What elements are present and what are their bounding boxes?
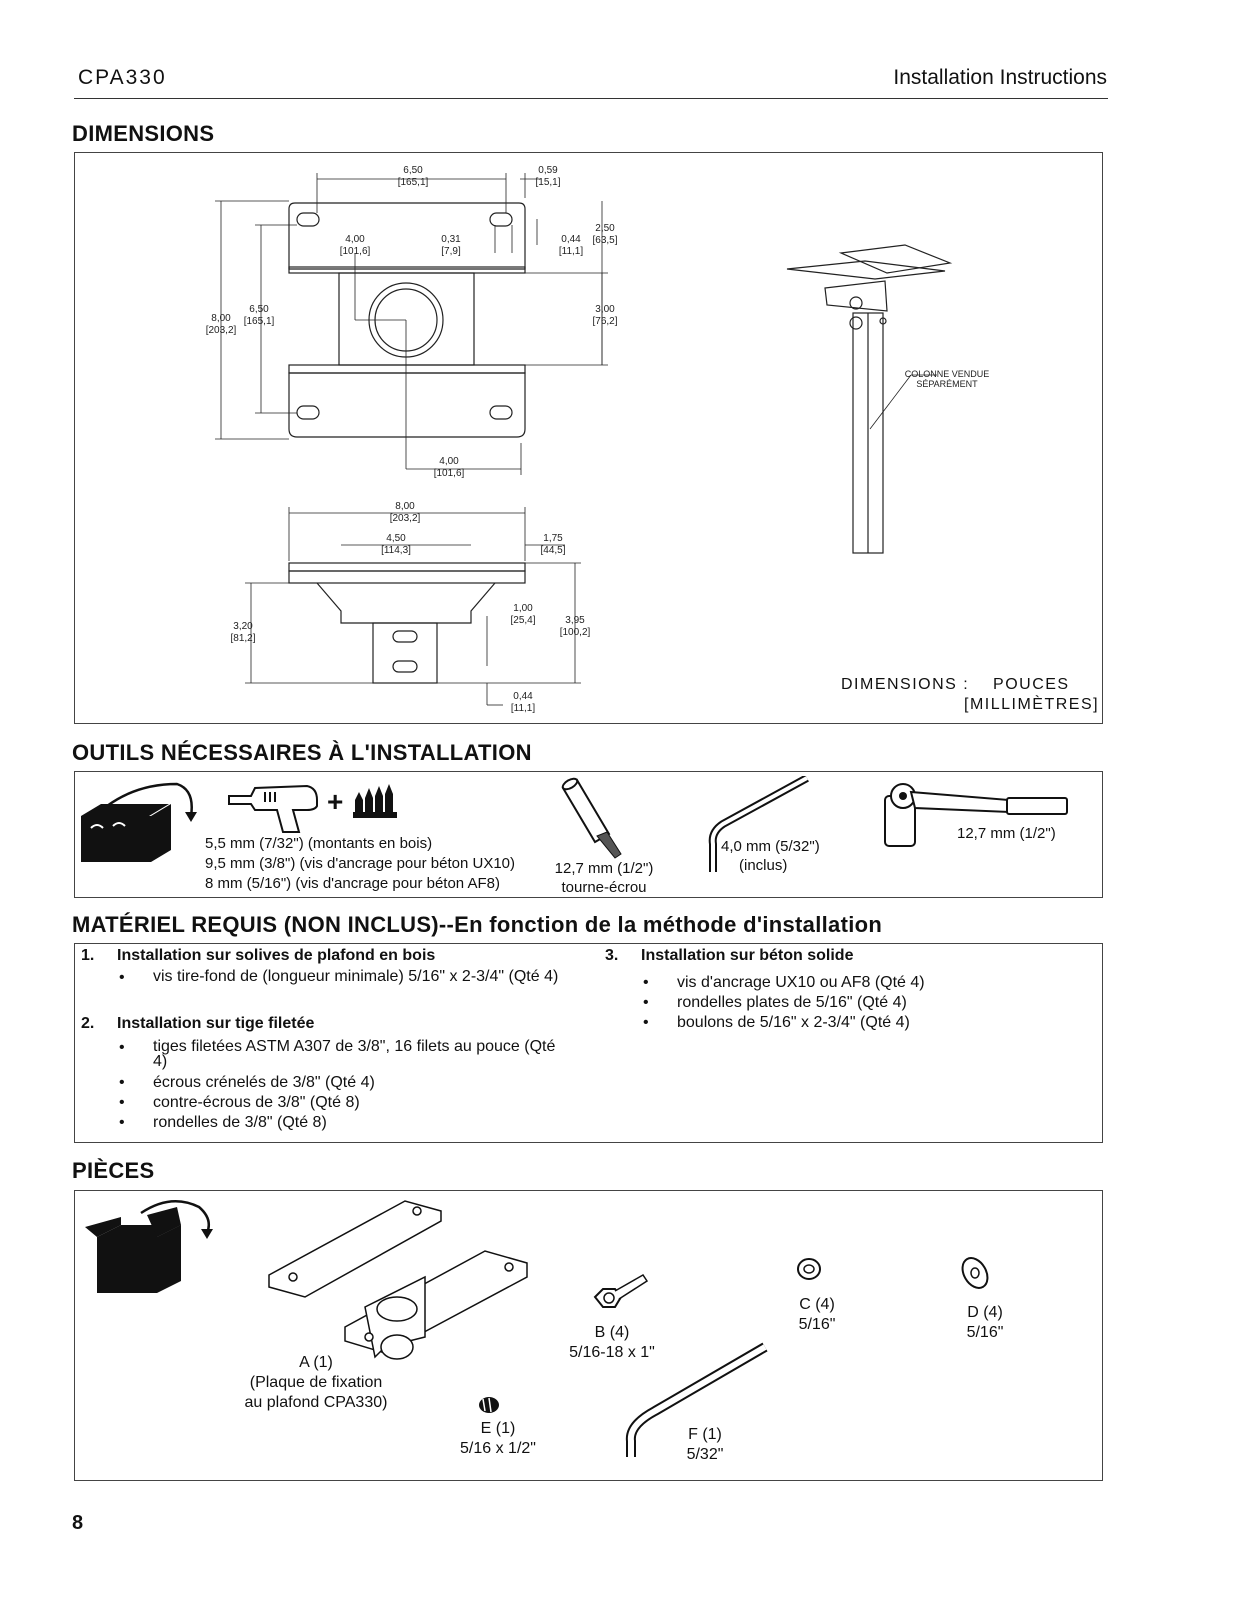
- dim-label: 6,50 [165,1]: [397, 165, 429, 188]
- hex-key-label: 4,0 mm (5/32") (inclus): [721, 838, 820, 874]
- nut-driver-icon: [559, 776, 639, 860]
- bullet: •: [119, 1094, 125, 1111]
- units-label-mm: [MILLIMÈTRES]: [964, 696, 1100, 713]
- ratchet-label: 12,7 mm (1/2"): [957, 825, 1056, 842]
- part-e-label: E (1) 5/16 x 1/2": [460, 1420, 536, 1457]
- parts-title: PIÈCES: [72, 1158, 155, 1183]
- part-a-label: A (1) (Plaque de fixation au plafond CPA330): [244, 1354, 388, 1411]
- drill-bit-label-3: 8 mm (5/16") (vis d'ancrage pour béton AF8): [205, 875, 500, 892]
- dim-label: 8,00 [203,2]: [205, 313, 237, 336]
- box-icon: [81, 1197, 217, 1297]
- dim-label: 2,50 [63,5]: [592, 223, 618, 246]
- dim-label: 6,50 [165,1]: [243, 304, 275, 327]
- flat-washer-icon: [955, 1253, 999, 1293]
- set-screw-icon: [475, 1393, 503, 1417]
- dimensions-title: DIMENSIONS: [72, 121, 215, 146]
- dim-label: 8,00 [203,2]: [389, 501, 421, 524]
- bullet: •: [119, 1114, 125, 1131]
- materials-box: [74, 943, 1103, 1143]
- list-item: vis d'ancrage UX10 ou AF8 (Qté 4): [677, 974, 925, 991]
- drill-bit-label-2: 9,5 mm (3/8") (vis d'ancrage pour béton UX10): [205, 855, 515, 872]
- ceiling-plate-icon: [265, 1197, 545, 1377]
- dim-label: 0,59 [15,1]: [535, 165, 561, 188]
- tools-title: OUTILS NÉCESSAIRES À L'INSTALLATION: [72, 740, 532, 765]
- bullet: •: [119, 1039, 125, 1056]
- group-title: Installation sur tige filetée: [117, 1015, 315, 1032]
- dim-label: 4,00 [101,6]: [339, 234, 371, 257]
- group-number: 1.: [81, 947, 95, 964]
- group-title: Installation sur solives de plafond en bois: [117, 947, 436, 964]
- group-number: 3.: [605, 947, 619, 964]
- part-d-label: D (4) 5/16": [966, 1304, 1004, 1341]
- lock-washer-icon: [795, 1255, 825, 1283]
- list-item: vis tire-fond de (longueur minimale) 5/16" x 2-3/4" (Qté 4): [153, 968, 559, 985]
- dim-label: 1,75 [44,5]: [540, 533, 566, 556]
- dim-label: 4,00 [101,6]: [433, 456, 465, 479]
- part-f-label: F (1) 5/32": [686, 1426, 724, 1463]
- group-number: 2.: [81, 1015, 95, 1032]
- list-item: contre-écrous de 3/8" (Qté 8): [153, 1094, 360, 1111]
- dim-label: 3,95 [100,2]: [559, 615, 591, 638]
- dim-label: 3,00 [76,2]: [592, 304, 618, 327]
- bullet: •: [643, 1014, 649, 1031]
- dim-label: 0,31 [7,9]: [441, 234, 461, 257]
- bullet: •: [643, 974, 649, 991]
- tools-box: [74, 771, 1103, 898]
- page-number: 8: [72, 1512, 84, 1534]
- dim-label: 3,20 [81,2]: [230, 621, 256, 644]
- list-item: tiges filetées ASTM A307 de 3/8", 16 filets au pouce (Qté 4): [153, 1038, 556, 1070]
- parts-box: [74, 1190, 1103, 1481]
- bullet: •: [119, 1074, 125, 1091]
- list-item: écrous crénelés de 3/8" (Qté 4): [153, 1074, 375, 1091]
- dim-label: 1,00 [25,4]: [510, 603, 536, 626]
- document-type: Installation Instructions: [893, 66, 1107, 89]
- drill-bit-label-1: 5,5 mm (7/32") (montants en bois): [205, 835, 433, 852]
- plus-sign: +: [327, 786, 344, 817]
- list-item: boulons de 5/16" x 2-3/4" (Qté 4): [677, 1014, 910, 1031]
- column-note: COLONNE VENDUE SÉPARÉMENT: [904, 369, 990, 389]
- bolt-icon: [587, 1267, 651, 1323]
- part-c-label: C (4) 5/16": [798, 1296, 836, 1333]
- dimensions-box: [74, 152, 1103, 724]
- materials-title: MATÉRIEL REQUIS (NON INCLUS)--En fonction de la méthode d'installation: [72, 912, 883, 937]
- list-item: rondelles de 3/8" (Qté 8): [153, 1114, 327, 1131]
- dim-label: 4,50 [114,3]: [381, 533, 411, 556]
- document-code: CPA330: [78, 66, 167, 89]
- bullet: •: [643, 994, 649, 1011]
- units-label: DIMENSIONS : POUCES: [841, 676, 1070, 693]
- list-item: rondelles plates de 5/16" (Qté 4): [677, 994, 907, 1011]
- group-title: Installation sur béton solide: [641, 947, 854, 964]
- header-rule: [74, 98, 1108, 99]
- nut-driver-label: 12,7 mm (1/2") tourne-écrou: [554, 860, 654, 896]
- dim-label: 0,44 [11,1]: [558, 234, 584, 257]
- dim-label: 0,44 [11,1]: [510, 691, 536, 714]
- drill-icon: [225, 776, 405, 836]
- bullet: •: [119, 969, 125, 986]
- toolbox-icon: [77, 776, 201, 864]
- part-b-label: B (4) 5/16-18 x 1": [569, 1324, 655, 1361]
